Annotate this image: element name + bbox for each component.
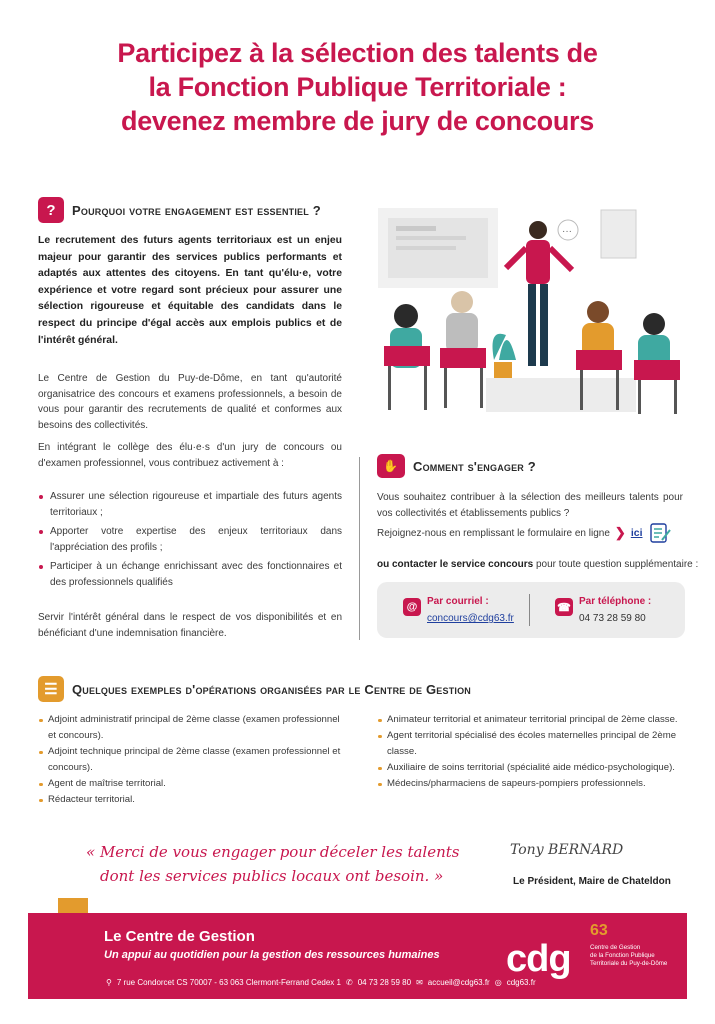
at-sign-icon: @ — [403, 598, 421, 616]
clipboard-icon: ☰ — [38, 676, 64, 702]
email-label: Par courriel : — [427, 596, 489, 607]
examples-heading: ☰ Quelques exemples d'opérations organisées par le Centre de Gestion — [38, 676, 471, 702]
why-closing: Servir l'intérêt général dans le respect de vos disponibilités et en bénéficiant d'une indemnisation financière. — [38, 612, 342, 639]
phone-label: Par téléphone : — [579, 596, 652, 607]
footer-title: Le Centre de Gestion — [104, 928, 255, 945]
how-heading: ✋ Comment s'engager ? — [377, 454, 536, 478]
svg-text:···: ··· — [562, 226, 572, 237]
list-item: Agent de maîtrise territorial. — [38, 776, 350, 792]
footer — [28, 913, 687, 999]
footer-address: 7 rue Condorcet CS 70007 - 63 063 Clermont-Ferrand Cedex 1 — [116, 978, 341, 987]
contact-box — [377, 582, 685, 638]
presentation-illustration — [366, 200, 688, 422]
logo-caption: Centre de Gestion de la Fonction Publique Territoriale du Puy-de-Dôme — [590, 944, 668, 967]
mail-icon: ✉ — [416, 978, 423, 987]
list-item: Animateur territorial et animateur territorial principal de 2ème classe. — [377, 712, 687, 728]
footer-email[interactable]: accueil@cdg63.fr — [427, 978, 490, 987]
list-item: Assurer une sélection rigoureuse et impartiale des futurs agents territoriaux ; — [38, 489, 342, 520]
signer: Le Président, Maire de Chateldon — [513, 876, 671, 887]
footer-subtitle: Un appui au quotidien pour la gestion des ressources humaines — [104, 949, 440, 961]
list-item: Médecins/pharmaciens de sapeurs-pompiers professionnels. — [377, 776, 687, 792]
cdg63-logo — [506, 922, 676, 986]
why-bullet-list — [38, 489, 342, 595]
examples-left-list — [38, 712, 350, 808]
phone-icon: ✆ — [345, 978, 353, 987]
handshake-icon: ✋ — [377, 454, 405, 478]
question-person-icon: ? — [38, 197, 64, 223]
list-item: Adjoint administratif principal de 2ème classe (examen professionnel et concours). — [38, 712, 350, 744]
title-line-3: devenez membre de jury de concours — [121, 106, 594, 136]
title-line-1: Participez à la sélection des talents de — [117, 38, 598, 68]
email-link[interactable]: concours@cdg63.fr — [427, 613, 514, 624]
why-paragraph-2: Le Centre de Gestion du Puy-de-Dôme, en tant qu'autorité organisatrice des concours et examens professionnels, a besoin de vous pour garantir des recrutements de qualité et conformes aux besoins des collectivités. — [38, 373, 342, 431]
list-item: Agent territorial spécialisé des écoles maternelles principal de 2ème classe. — [377, 728, 687, 760]
form-link[interactable]: ici — [630, 527, 643, 539]
quote-line-2: dont les services publics locaux ont besoin. » — [100, 867, 444, 885]
contact-line: ou contacter le service concours pour toute question supplémentaire : — [377, 559, 699, 570]
list-item: Rédacteur territorial. — [38, 792, 350, 808]
globe-icon: ◎ — [494, 978, 502, 987]
why-paragraph-3: En intégrant le collège des élu·e·s d'un jury de concours ou d'examen professionnel, vous contribuez activement à : — [38, 442, 342, 469]
signature: Tony BERNARD — [510, 842, 624, 858]
title-line-2: la Fonction Publique Territoriale : — [148, 72, 567, 102]
examples-right-list — [377, 712, 687, 792]
how-text: Vous souhaitez contribuer à la sélection des meilleurs talents pour vos collectivités et établissements publics ? — [377, 492, 683, 519]
why-heading: ? Pourquoi votre engagement est essentiel ? — [38, 197, 321, 223]
form-icon — [648, 522, 672, 544]
list-item: Apporter votre expertise des enjeux territoriaux dans l'appréciation des profils ; — [38, 524, 342, 555]
page-title — [0, 36, 715, 138]
chevron-right-icon: ❯ — [614, 525, 626, 540]
president-quote — [86, 840, 486, 888]
why-intro: Le recrutement des futurs agents territoriaux est un enjeu majeur pour garantir des services publics performants et adaptés aux attentes des citoyens. En tant qu'élu·e, votre expérience et votre regard sont précieux pour assurer une sélection rigoureuse et équitable des candidats dans le respect du principe d'égal accès aux emplois publics et de l'intérêt général. — [38, 235, 342, 346]
form-line: Rejoignez-nous en remplissant le formulaire en ligne ❯ ici — [377, 522, 672, 544]
phone-icon: ☎ — [555, 598, 573, 616]
column-divider — [359, 457, 360, 640]
quote-line-1: « Merci de vous engager pour déceler les talents — [86, 843, 460, 861]
location-pin-icon: ⚲ — [106, 978, 112, 987]
list-item: Adjoint technique principal de 2ème classe (examen professionnel et concours). — [38, 744, 350, 776]
logo-text: cdg — [506, 938, 571, 980]
logo-number: 63 — [590, 922, 608, 939]
footer-contacts — [106, 978, 536, 987]
phone-value: 04 73 28 59 80 — [579, 613, 646, 624]
footer-phone: 04 73 28 59 80 — [357, 978, 412, 987]
contact-divider — [529, 594, 530, 626]
list-item: Participer à un échange enrichissant avec des fonctionnaires et des professionnels qualifiés — [38, 559, 342, 590]
footer-web[interactable]: cdg63.fr — [506, 978, 536, 987]
list-item: Auxiliaire de soins territorial (spécialité aide médico-psychologique). — [377, 760, 687, 776]
